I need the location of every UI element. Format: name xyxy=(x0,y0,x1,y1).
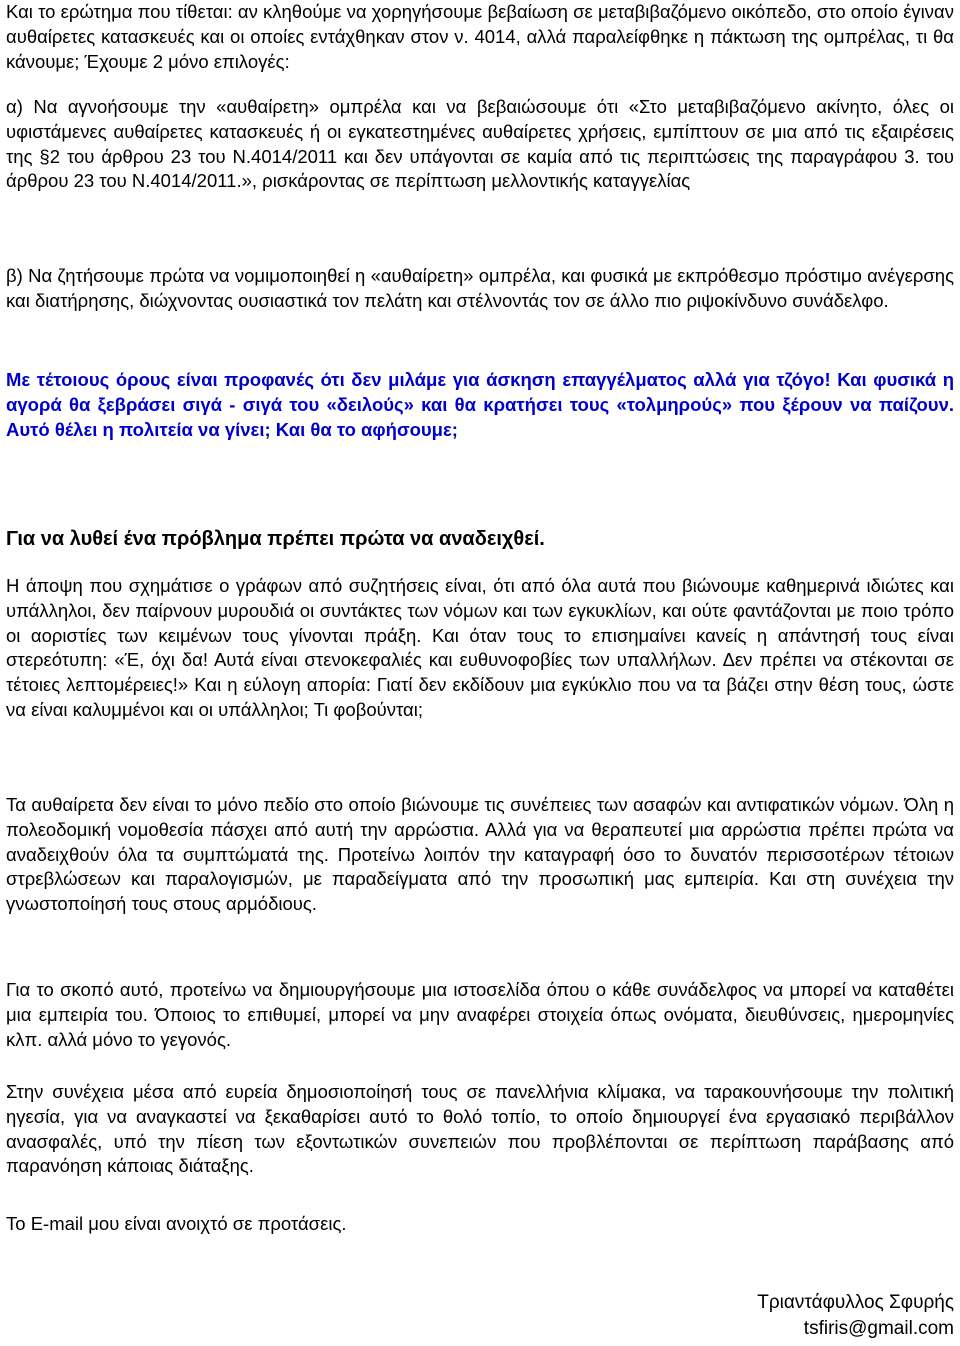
section-heading: Για να λυθεί ένα πρόβλημα πρέπει πρώτα να αναδειχθεί. xyxy=(6,528,545,550)
email-paragraph: Το E-mail μου είναι ανοιχτό σε προτάσεις. xyxy=(6,1213,347,1234)
intro-paragraph: Και το ερώτημα που τίθεται: αν κληθούμε να χορηγήσουμε βεβαίωση σε μεταβιβαζόμενο οικόπεδο, στο οποίο έγιναν αυθαίρετες κατασκευές και οι οποίες εντάχθηκαν στον ν. 4014, αλλά παραλείφθηκε η πάκτωση της ομπρέλας, τι θα κάνουμε; Έχουμε 2 μόνο επιλογές: xyxy=(6,1,954,72)
highlight-paragraph: Με τέτοιους όρους είναι προφανές ότι δεν μιλάμε για άσκηση επαγγέλματος αλλά για τζόγο! Και φυσικά η αγορά θα ξεβράσει σιγά - σιγά του «δειλούς» και θα κρατήσει τους «τολμηρούς» που ξέρουν να παίζουν. Αυτό θέλει η πολιτεία να γίνει; Και θα το αφήσουμε; xyxy=(6,369,954,440)
author-name: Τριαντάφυλλος Σφυρής xyxy=(757,1292,954,1313)
author-email[interactable]: tsfiris@gmail.com xyxy=(803,1318,954,1339)
purpose-paragraph: Για το σκοπό αυτό, προτείνω να δημιουργήσουμε μια ιστοσελίδα όπου ο κάθε συνάδελφος να μπορεί να καταθέτει μια εμπειρία του. Όποιος το επιθυμεί, μπορεί να μην αναφέρει στοιχεία όπως ονόματα, διευθύνσεις, ημερομηνίες κλπ. αλλά μόνο το γεγονός. xyxy=(6,979,954,1050)
arbitrary-paragraph: Τα αυθαίρετα δεν είναι το μόνο πεδίο στο οποίο βιώνουμε τις συνέπειες των ασαφών και αντιφατικών νόμων. Όλη η πολεοδομική νομοθεσία πάσχει από αυτή την αρρώστια. Αλλά για να θεραπευτεί μια αρρώστια πρέπει πρώτα να αναδειχθούν όλα τα συμπτώματά της. Προτείνω λοιπόν την καταγραφή όσο το δυνατόν περισσοτέρων τέτοιων στρεβλώσεων και παραλογισμών, με παραδείγματα από την προσωπική μας εμπειρία. Και στη συνέχεια την γνωστοποίησή τους στους αρμόδιους. xyxy=(6,794,954,915)
option-a-paragraph: α) Να αγνοήσουμε την «αυθαίρετη» ομπρέλα και να βεβαιώσουμε ότι «Στο μεταβιβαζόμενο ακίνητο, όλες οι υφιστάμενες αυθαίρετες κατασκευές ή οι εγκατεστημένες αυθαίρετες χρήσεις, εμπίπτουν σε μια από τις εξαιρέσεις της §2 του άρθρου 23 του Ν.4014/2011 και δεν υπάγονται σε καμία από τις περιπτώσεις της παραγράφου 3. του άρθρου 23 του Ν.4014/2011.», ρισκάροντας σε περίπτωση μελλοντικής καταγγελίας xyxy=(6,96,954,192)
option-b-paragraph: β) Να ζητήσουμε πρώτα να νομιμοποιηθεί η «αυθαίρετη» ομπρέλα, και φυσικά με εκπρόθεσμο πρόστιμο ανέγερσης και διατήρησης, διώχνοντας ουσιαστικά τον πελάτη και στέλνοντάς τον σε άλλο πιο ριψοκίνδυνο συνάδελφο. xyxy=(6,265,954,311)
publicity-paragraph: Στην συνέχεια μέσα από ευρεία δημοσιοποίησή τους σε πανελλήνια κλίμακα, να ταρακουνήσουμε την πολιτική ηγεσία, για να αναγκαστεί να ξεκαθαρίσει αυτό το θολό τοπίο, το οποίο δημιουργεί ένα εργασιακό περιβάλλον ανασφαλές, υπό την πίεση των εξοντωτικών συνεπειών που προβλέπονται σε περίπτωση παράβασης από παρανόηση κάποιας διάταξης. xyxy=(6,1081,954,1177)
signature-block xyxy=(757,1290,954,1342)
opinion-paragraph: Η άποψη που σχημάτισε ο γράφων από συζητήσεις είναι, ότι από όλα αυτά που βιώνουμε καθημερινά ιδιώτες και υπάλληλοι, δεν παίρνουν μυρουδιά οι συντάκτες των νόμων και των εγκυκλίων, και ούτε φαντάζονται με ποιο τρόπο οι αοριστίες των κειμένων τους γίνονται πράξη. Και όταν τους το επισημαίνει κανείς η απάντησή τους είναι στερεότυπη: «Έ, όχι δα! Αυτά είναι στενοκεφαλιές και ευθυνοφοβίες των υπαλλήλων. Δεν πρέπει να στέκονται σε τέτοιες λεπτομέρειες!» Και η εύλογη απορία: Γιατί δεν εκδίδουν μια εγκύκλιο που να τα βάζει στην θέση τους, ώστε να είναι καλυμμένοι και οι υπάλληλοι; Τι φοβούνται; xyxy=(6,575,954,720)
